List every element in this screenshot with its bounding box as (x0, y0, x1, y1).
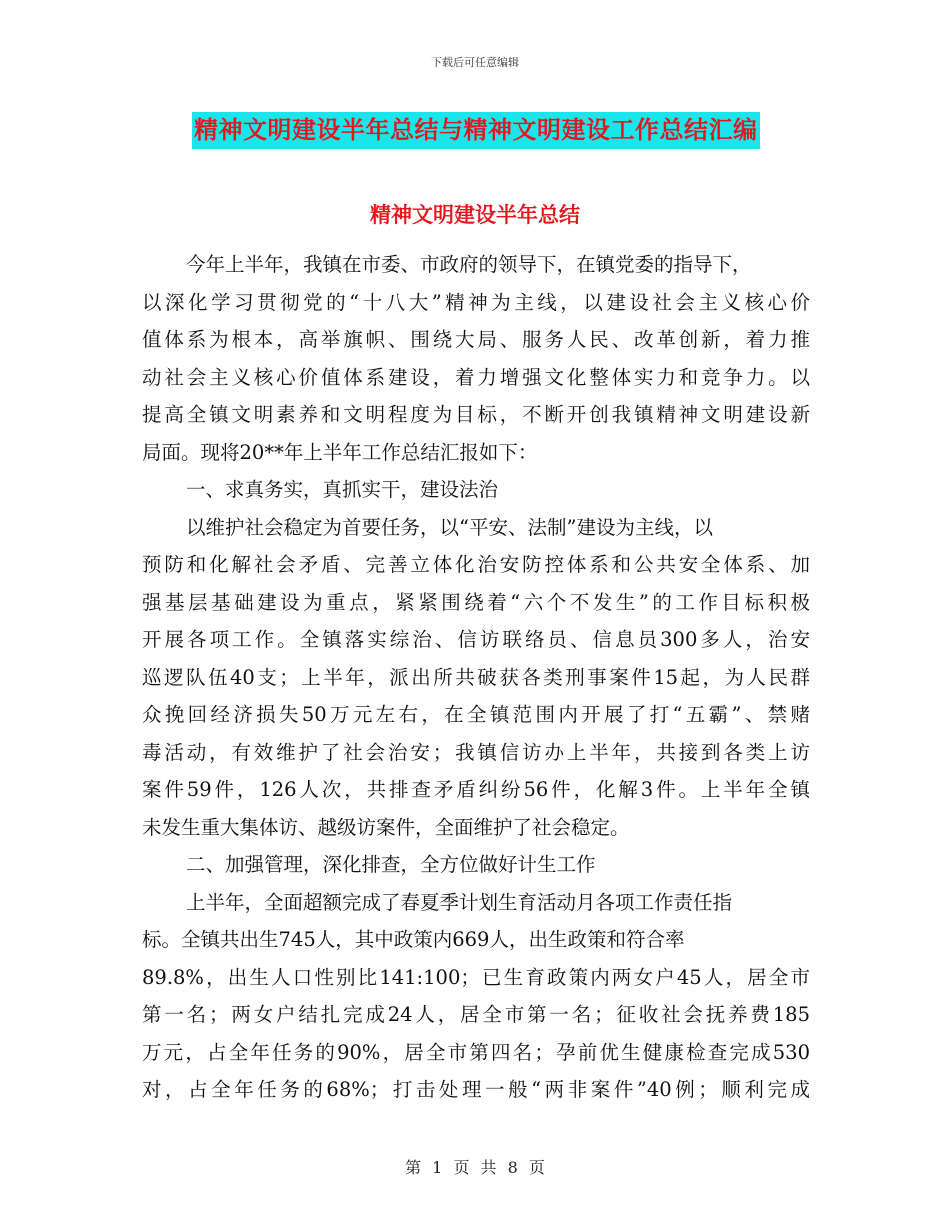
text-line: 局面。现将20**年上半年工作总结汇报如下： (142, 440, 538, 464)
document-main-title: 精神文明建设半年总结与精神文明建设工作总结汇编 (192, 112, 760, 149)
text-line: 动社会主义核心价值体系建设，着力增强文化整体实力和竞争力。以 (142, 365, 810, 389)
page-number-footer: 第 1 页 共 8 页 (405, 1158, 545, 1177)
section-heading: 二、加强管理，深化排查，全方位做好计生工作 (186, 853, 596, 876)
body-text (142, 246, 810, 1109)
section-heading: 一、求真务实，真抓实干，建设法治 (186, 478, 499, 501)
section-title: 精神文明建设半年总结 (370, 203, 580, 227)
text-line: 未发生重大集体访、越级访案件，全面维护了社会稳定。 (142, 815, 630, 839)
text-line: 89.8%，出生人口性别比141:100；已生育政策内两女户45人，居全市 (142, 965, 810, 989)
text-line: 值体系为根本，高举旗帜、围绕大局、服务人民、改革创新，着力推 (142, 328, 810, 351)
text-line: 对，占全年任务的68%；打击处理一般“两非案件”40例；顺利完成 (142, 1078, 810, 1101)
text-line: 众挽回经济损失50万元左右，在全镇范围内开展了打“五霸”、禁赌 (142, 703, 810, 726)
text-line: 以维护社会稳定为首要任务，以“平安、法制”建设为主线，以 (186, 515, 713, 539)
text-line: 预防和化解社会矛盾、完善立体化治安防控体系和公共安全体系、加 (142, 553, 810, 576)
text-line: 案件59件，126人次，共排查矛盾纠纷56件，化解3件。上半年全镇 (142, 778, 810, 801)
text-line: 巡逻队伍40支；上半年，派出所共破获各类刑事案件15起，为人民群 (142, 665, 810, 689)
header-note: 下载后可任意编辑 (431, 56, 519, 69)
text-line: 强基层基础建设为重点，紧紧围绕着“六个不发生”的工作目标积极 (142, 590, 810, 614)
text-line: 开展各项工作。全镇落实综治、信访联络员、信息员300多人，治安 (142, 628, 810, 651)
text-line: 提高全镇文明素养和文明程度为目标，不断开创我镇精神文明建设新 (142, 403, 810, 426)
text-line: 万元，占全年任务的90%，居全市第四名；孕前优生健康检查完成530 (142, 1040, 810, 1064)
text-line: 毒活动，有效维护了社会治安；我镇信访办上半年，共接到各类上访 (142, 740, 810, 764)
text-line: 今年上半年，我镇在市委、市政府的领导下，在镇党委的指导下， (186, 253, 752, 276)
text-line: 第一名；两女户结扎完成24人，居全市第一名；征收社会抚养费185 (142, 1003, 810, 1026)
text-line: 标。全镇共出生745人，其中政策内669人，出生政策和符合率 (142, 928, 685, 951)
text-line: 上半年，全面超额完成了春夏季计划生育活动月各项工作责任指 (186, 890, 733, 914)
text-line: 以深化学习贯彻党的“十八大”精神为主线，以建设社会主义核心价 (142, 290, 810, 314)
